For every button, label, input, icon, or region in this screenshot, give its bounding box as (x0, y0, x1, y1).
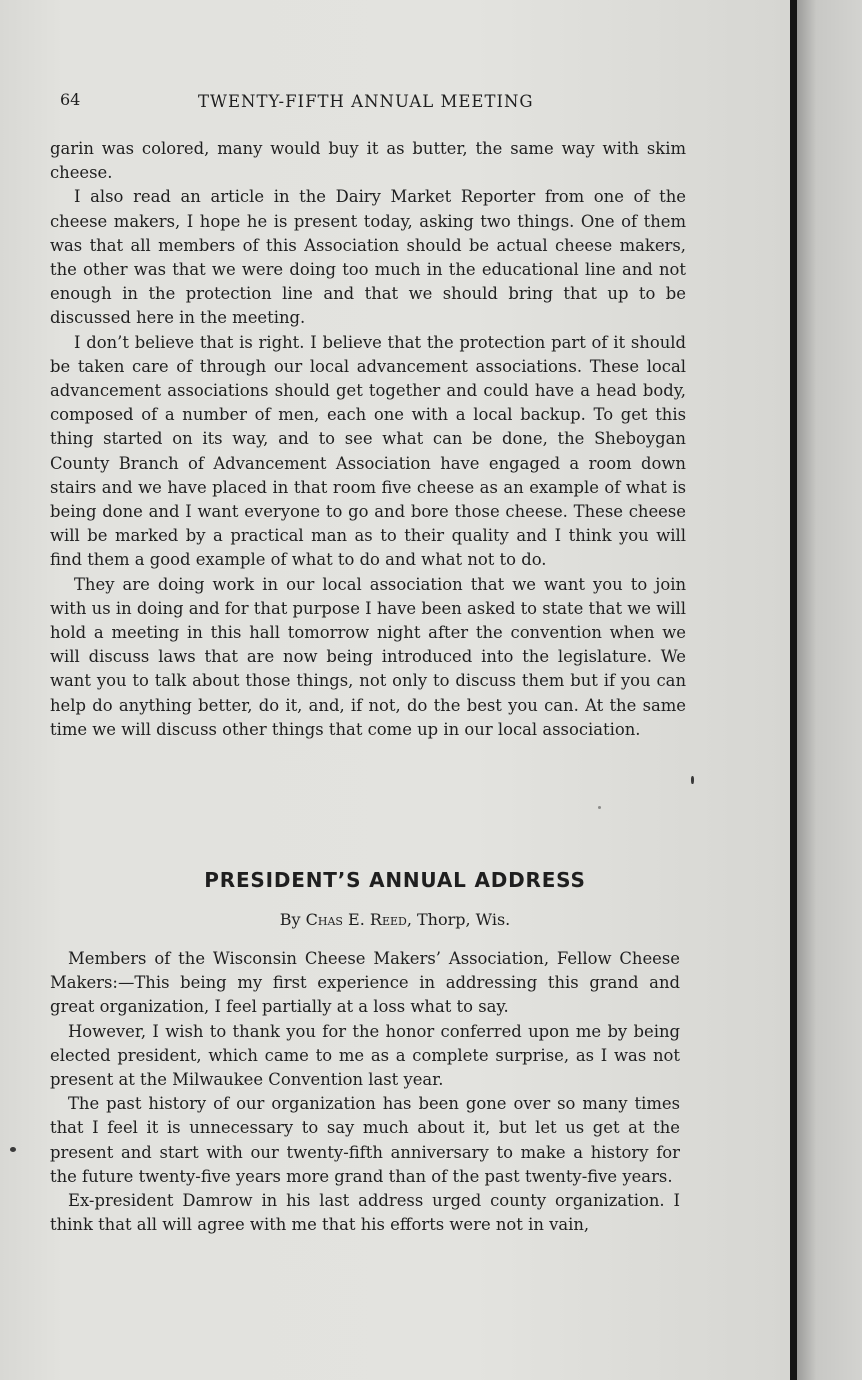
running-head (60, 90, 690, 120)
paragraph: Members of the Wisconsin Cheese Makers’ Association, Fellow Cheese Makers:—This being my first experience in addressing this grand and great organization, I feel partially at a loss what to say. (50, 949, 680, 1017)
page-number: 64 (60, 90, 81, 109)
byline-prefix: By (279, 910, 301, 929)
ink-speck (598, 806, 601, 809)
ink-speck (10, 1147, 16, 1152)
paragraph: garin was colored, many would buy it as butter, the same way with skim cheese. (50, 139, 686, 183)
paragraph: I also read an article in the Dairy Market Reporter from one of the cheese makers, I hope he is present today, asking two things. One of them was that all members of this Association should be actual cheese makers, the other was that we were doing too much in the educational line and not enough in the protection line and that we should bring that up to be discussed here in the meeting. (50, 187, 686, 328)
byline-place: Thorp, Wis. (417, 910, 511, 929)
address-body (50, 947, 680, 1237)
paragraph: However, I wish to thank you for the honor conferred upon me by being elected president, which came to me as a complete surprise, as I was not present at the Milwaukee Convention last year. (50, 1021, 680, 1090)
ink-speck (691, 776, 694, 784)
paragraph: They are doing work in our local association that we want you to join with us in doing and for that purpose I have been asked to state that we will hold a meeting in this hall tomorrow night after the convention when we will discuss laws that are now being introduced into the legislature. We want you to talk about those things, not only to discuss them but if you can help do anything better, do it, and, if not, do the best you can. At the same time we will discuss other things that come up in our local association. (50, 574, 686, 739)
byline (0, 910, 790, 929)
paragraph: The past history of our organization has been gone over so many times that I feel it is unnecessary to say much about it, but let us get at the present and start with our twenty-fifth anniversary to make a history for the future twenty-five years more grand than of the past twenty-five years. (50, 1094, 680, 1186)
running-head-title: TWENTY-FIFTH ANNUAL MEETING (198, 92, 534, 111)
paragraph: I don’t believe that is right. I believe that the protection part of it should be taken care of through our local advancement associations. These local advancement associations should get together and could have a head body, composed of a number of men, each one with a local backup. To get this thing started on its way, and to see what can be done, the Sheboygan County Branch of Advancement Association have engaged a room down stairs and we have placed in that room five cheese as an example of what is being done and I want everyone to go and bore those cheese. These cheese will be marked by a practical man as to their quality and I think you will find them a good example of what to do and what not to do. (50, 332, 686, 570)
speech-continuation (50, 137, 686, 742)
paragraph: Ex-president Damrow in his last address urged county organization. I think that all will agree with me that his efforts were not in vain, (50, 1191, 680, 1235)
section-heading: PRESIDENT’S ANNUAL ADDRESS (204, 868, 586, 892)
adjacent-page-edge (797, 0, 862, 1380)
binding-gutter (790, 0, 797, 1380)
byline-author: Chas E. Reed, (305, 910, 412, 929)
